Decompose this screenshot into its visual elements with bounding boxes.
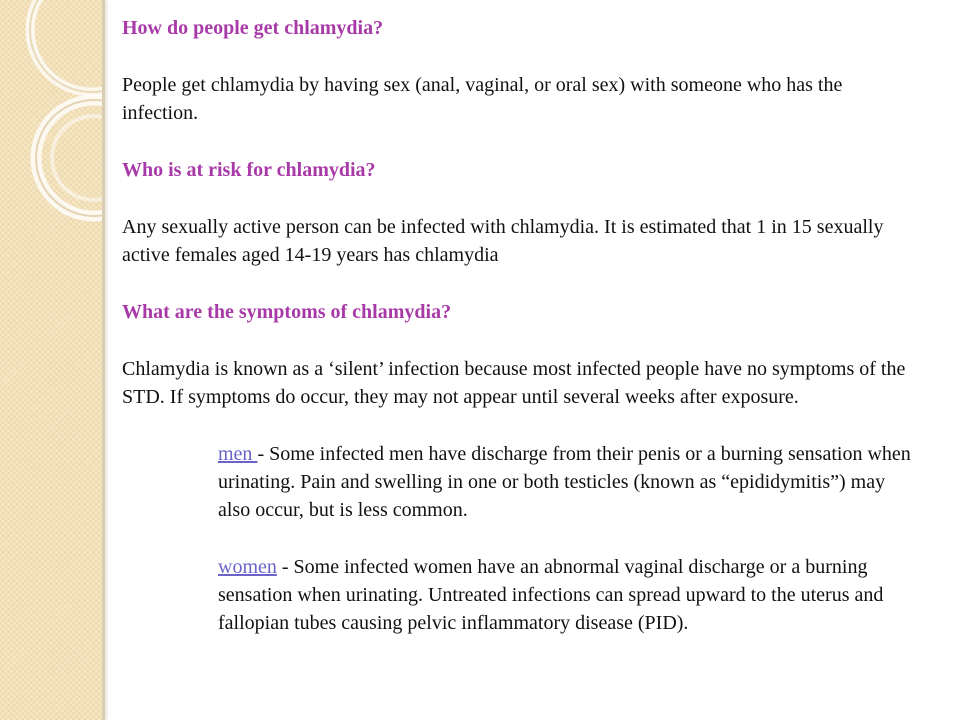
section-body-symptoms: Chlamydia is known as a ‘silent’ infection because most infected people have no symptoms of the STD. If symptoms do occur, they may not appear until several weeks after exposure. xyxy=(122,358,906,408)
women-link[interactable]: women xyxy=(218,556,277,578)
symptoms-women-paragraph xyxy=(218,553,922,637)
symptoms-women-text: - Some infected women have an abnormal vaginal discharge or a burning sensation when urinating. Untreated infections can spread upward to the uterus and fallopian tubes causing pelvic inflammatory disease (PID). xyxy=(218,556,884,634)
section-heading-risk: Who is at risk for chlamydia? xyxy=(122,159,376,181)
section-body-transmission: People get chlamydia by having sex (anal, vaginal, or oral sex) with someone who has the infection. xyxy=(122,74,843,124)
main-content xyxy=(122,14,922,637)
section-heading-transmission: How do people get chlamydia? xyxy=(122,17,384,39)
section-body-risk: Any sexually active person can be infected with chlamydia. It is estimated that 1 in 15 sexually active females aged 14-19 years has chlamydia xyxy=(122,216,884,266)
decorative-circles-graphic xyxy=(0,0,102,720)
section-heading-symptoms: What are the symptoms of chlamydia? xyxy=(122,301,452,323)
decorative-side-panel xyxy=(0,0,105,720)
men-link[interactable]: men xyxy=(218,443,258,465)
symptoms-men-text: - Some infected men have discharge from their penis or a burning sensation when urinating. Pain and swelling in one or both testicles (known as “epididymitis”) may also occur, but is less common. xyxy=(218,443,911,521)
symptoms-men-paragraph xyxy=(218,440,922,524)
